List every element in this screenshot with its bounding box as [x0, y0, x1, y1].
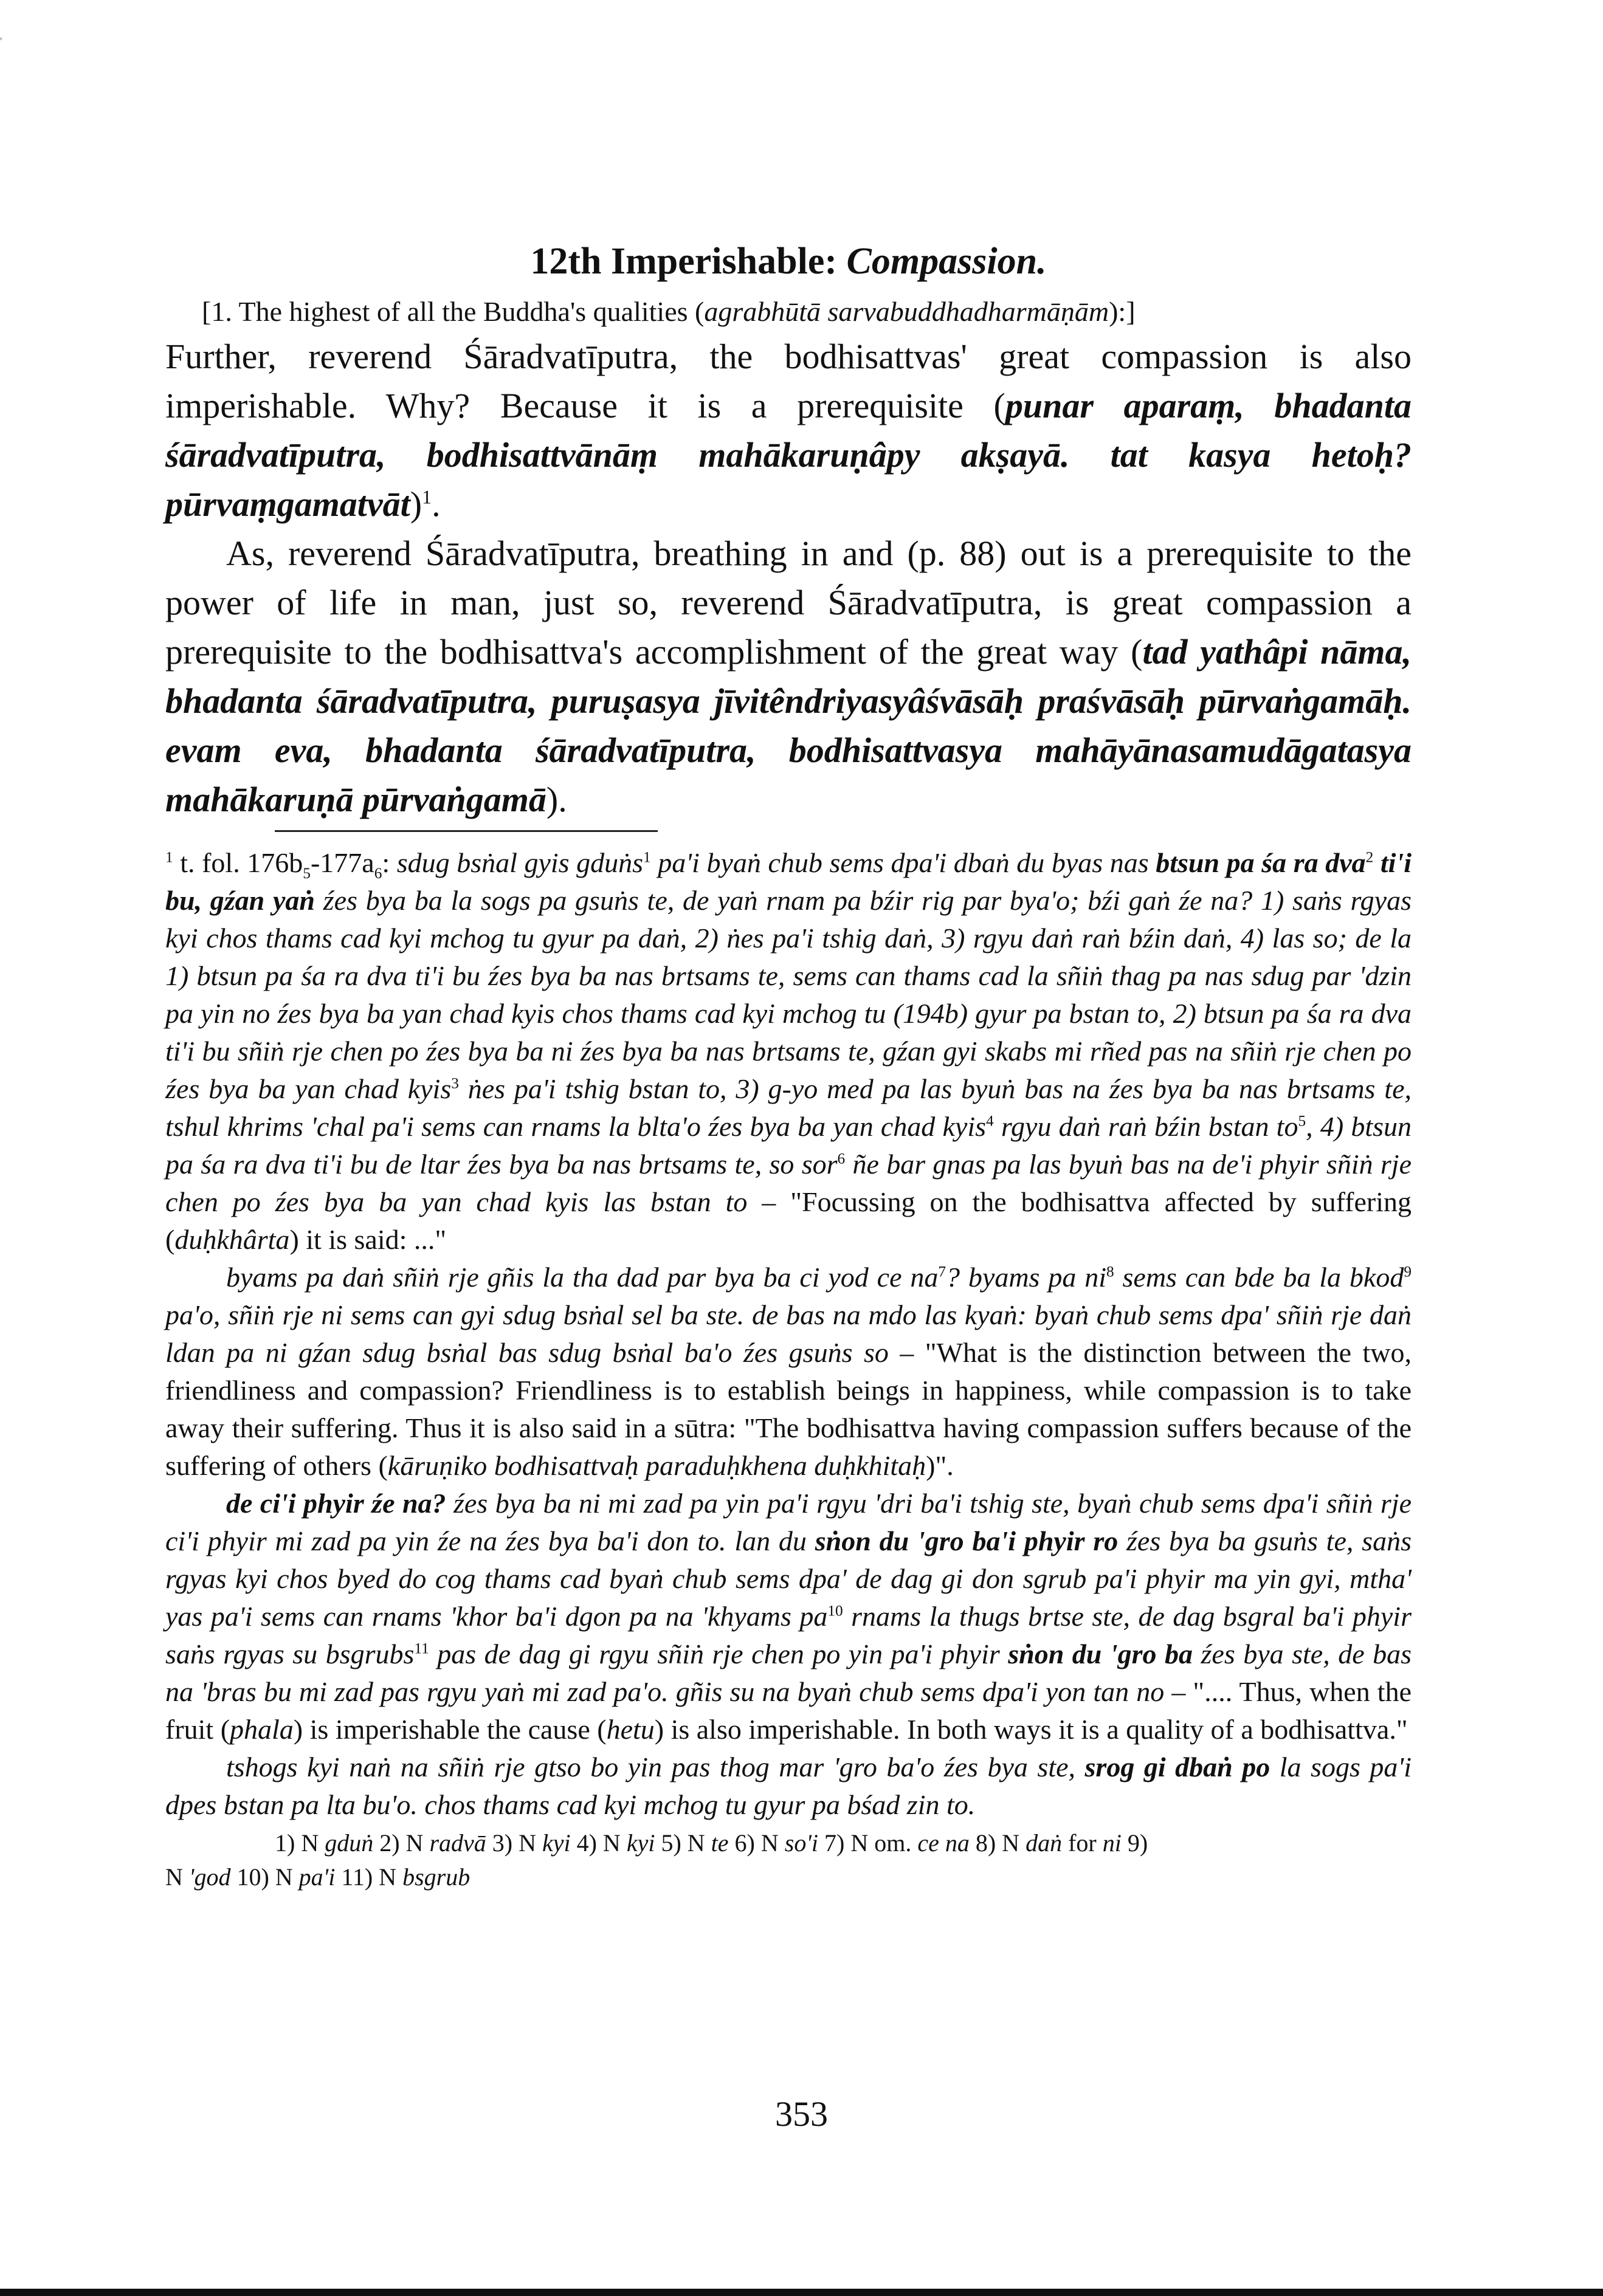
footnote-paragraph-3: de ci'i phyir źe na? źes bya ba ni mi zad pa yin pa'i rgyu 'dri ba'i tshig ste, byaṅ chub sems dpa'i sñiṅ rje ci'i phyir mi zad pa yin źe na źes bya ba'i don to. lan du sṅon du 'gro ba'i phyir ro źes bya ba gsuṅs te, saṅs rgyas kyi chos byed do cog thams cad byaṅ chub sems dpa' de dag gi don sgrub pa'i phyir ma yin gyi, mtha' yas pa'i sems can rnams 'khor ba'i dgon pa na 'khyams $pa^{10}$ rnams la thugs brtse ste, de dag bsgral ba'i phyir saṅs rgyas su bsgrubs$^{11}$ pas de dag gi rgyu sñiṅ rje chen po yin pa'i phyir sṅon du 'gro ba źes bya ste, de bas na 'bras bu mi zad pas rgyu yaṅ mi zad pa'o. gñis su na byaṅ chub sems dpa'i yon tan no – ".... Thus, when the fruit (phala) is imperishable the cause (hetu) is also imperishable. In both ways it is a quality of a bodhisattva." — [165, 1488, 1412, 1745]
variants-line-1: 1) N gduṅ 2) N radvā 3) N kyi 4) N kyi 5) N te 6) N so'i 7) N om. ce na 8) N daṅ for ni 9) — [275, 1829, 1148, 1857]
page-number: 353 — [775, 2094, 828, 2134]
footnote-paragraph-2: byams pa daṅ sñiṅ rje gñis la tha dad par bya ba ci yod ce $na^7$? byams pa $ni^8$ sems can bde ba la bkod$^9$ pa'o, sñiṅ rje ni sems can gyi sdug bsṅal sel ba ste. de bas na mdo las kyaṅ: byaṅ chub sems dpa' sñiṅ rje daṅ ldan pa ni gźan sdug bsṅal bas sdug bsṅal ba'o źes gsuṅs so – "What is the distinction between the two, friendliness and compassion? Friendliness is to establish beings in happiness, while compassion is to take away their suffering. Thus it is also said in a sūtra: "The bodhisattva having compassion suffers because of the suffering of others (kāruṇiko bodhisattvaḥ paraduḥkhena duḥkhitaḥ)". — [165, 1262, 1412, 1481]
footnote-1: $^1$ t. fol. $176b_5-177a_6$: sdug bsṅal gyis gduṅs$^1$ pa'i byaṅ chub sems dpa'i dbaṅ du byas nas btsun pa śa ra dva$^2$ ti'i bu, gźan yaṅ źes bya ba la sogs pa gsuṅs te, de yaṅ rnam pa bźir rig par bya'o; bźi gaṅ źe na? 1) saṅs rgyas kyi chos thams cad kyi mchog tu gyur pa daṅ, 2) ṅes pa'i tshig daṅ, 3) rgyu daṅ raṅ bźin daṅ, 4) las so; de la 1) btsun pa śa ra dva ti'i bu źes bya ba nas brtsams te, sems can thams cad la sñiṅ thag pa nas sdug par 'dzin pa yin no źes bya ba yan chad kyis chos thams cad kyi mchog tu (194b) gyur pa bstan to, 2) btsun pa śa ra dva ti'i bu sñiṅ rje chen po źes bya ba ni źes bya ba nas brtsams te, gźan gyi skabs mi rñed pas na sñiṅ rje chen po źes bya ba yan chad kyis$^3$ ṅes pa'i tshig bstan to, 3) g-yo med pa las byuṅ bas na źes bya ba nas brtsams te, tshul khrims 'chal pa'i sems can rnams la blta'o źes bya ba yan chad kyis$^4$ rgyu daṅ raṅ bźin bstan $to^5$, 4) btsun pa śa ra dva ti'i bu de ltar źes bya ba nas brtsams te, so sor$^6$ ñe bar gnas pa las byuṅ bas na de'i phyir sñiṅ rje chen po źes bya ba yan chad kyis las bstan to – "Focussing on the bodhisattva affected by suffering (duḥkhârta) it is said: ..." — [165, 847, 1412, 1255]
footnote-ref: 1 — [422, 486, 432, 508]
footnote-divider — [275, 830, 658, 832]
footnote-paragraph-4: tshogs kyi naṅ na sñiṅ rje gtso bo yin pas thog mar 'gro ba'o źes bya ste, srog gi dbaṅ po la sogs pa'i dpes bstan pa lta bu'o. chos thams cad kyi mchog tu gyur pa bśad zin to. — [165, 1751, 1412, 1820]
textual-variants — [165, 1826, 1412, 1894]
scan-mark: ' — [0, 35, 2, 47]
variants-line-2: N 'god 10) N pa'i 11) N bsgrub — [165, 1863, 471, 1891]
page-content — [165, 237, 1412, 1894]
paragraph-1: Further, reverend Śāradvatīputra, the bodhisattvas' great compassion is also imperishable. Why? Because it is a prerequisite (punar aparaṃ, bhadanta śāradvatīputra, bodhisattvānāṃ mahākaruṇâpy akṣayā. tat kasya hetoḥ? pūrvaṃgamatvāt)$^1$. — [165, 337, 1412, 524]
section-intro: [1. The highest of all the Buddha's qualities (agrabhūtā sarvabuddhadharmāṇām):] — [202, 296, 1136, 327]
page-title: 12th Imperishable: Compassion. — [530, 241, 1047, 282]
paragraph-2: As, reverend Śāradvatīputra, breathing in and (p. 88) out is a prerequisite to the power of life in man, just so, reverend Śāradvatīputra, is great compassion a prerequisite to the bodhisattva's accomplishment of the great way (tad yathâpi nāma, bhadanta śāradvatīputra, puruṣasya jīvitêndriyasyâśvāsāḥ praśvāsāḥ pūrvaṅgamāḥ. evam eva, bhadanta śāradvatīputra, bodhisattvasya mahāyānasamudāgatasya mahākaruṇā pūrvaṅgamā). — [165, 534, 1412, 819]
scan-bottom-edge — [0, 2289, 1603, 2296]
